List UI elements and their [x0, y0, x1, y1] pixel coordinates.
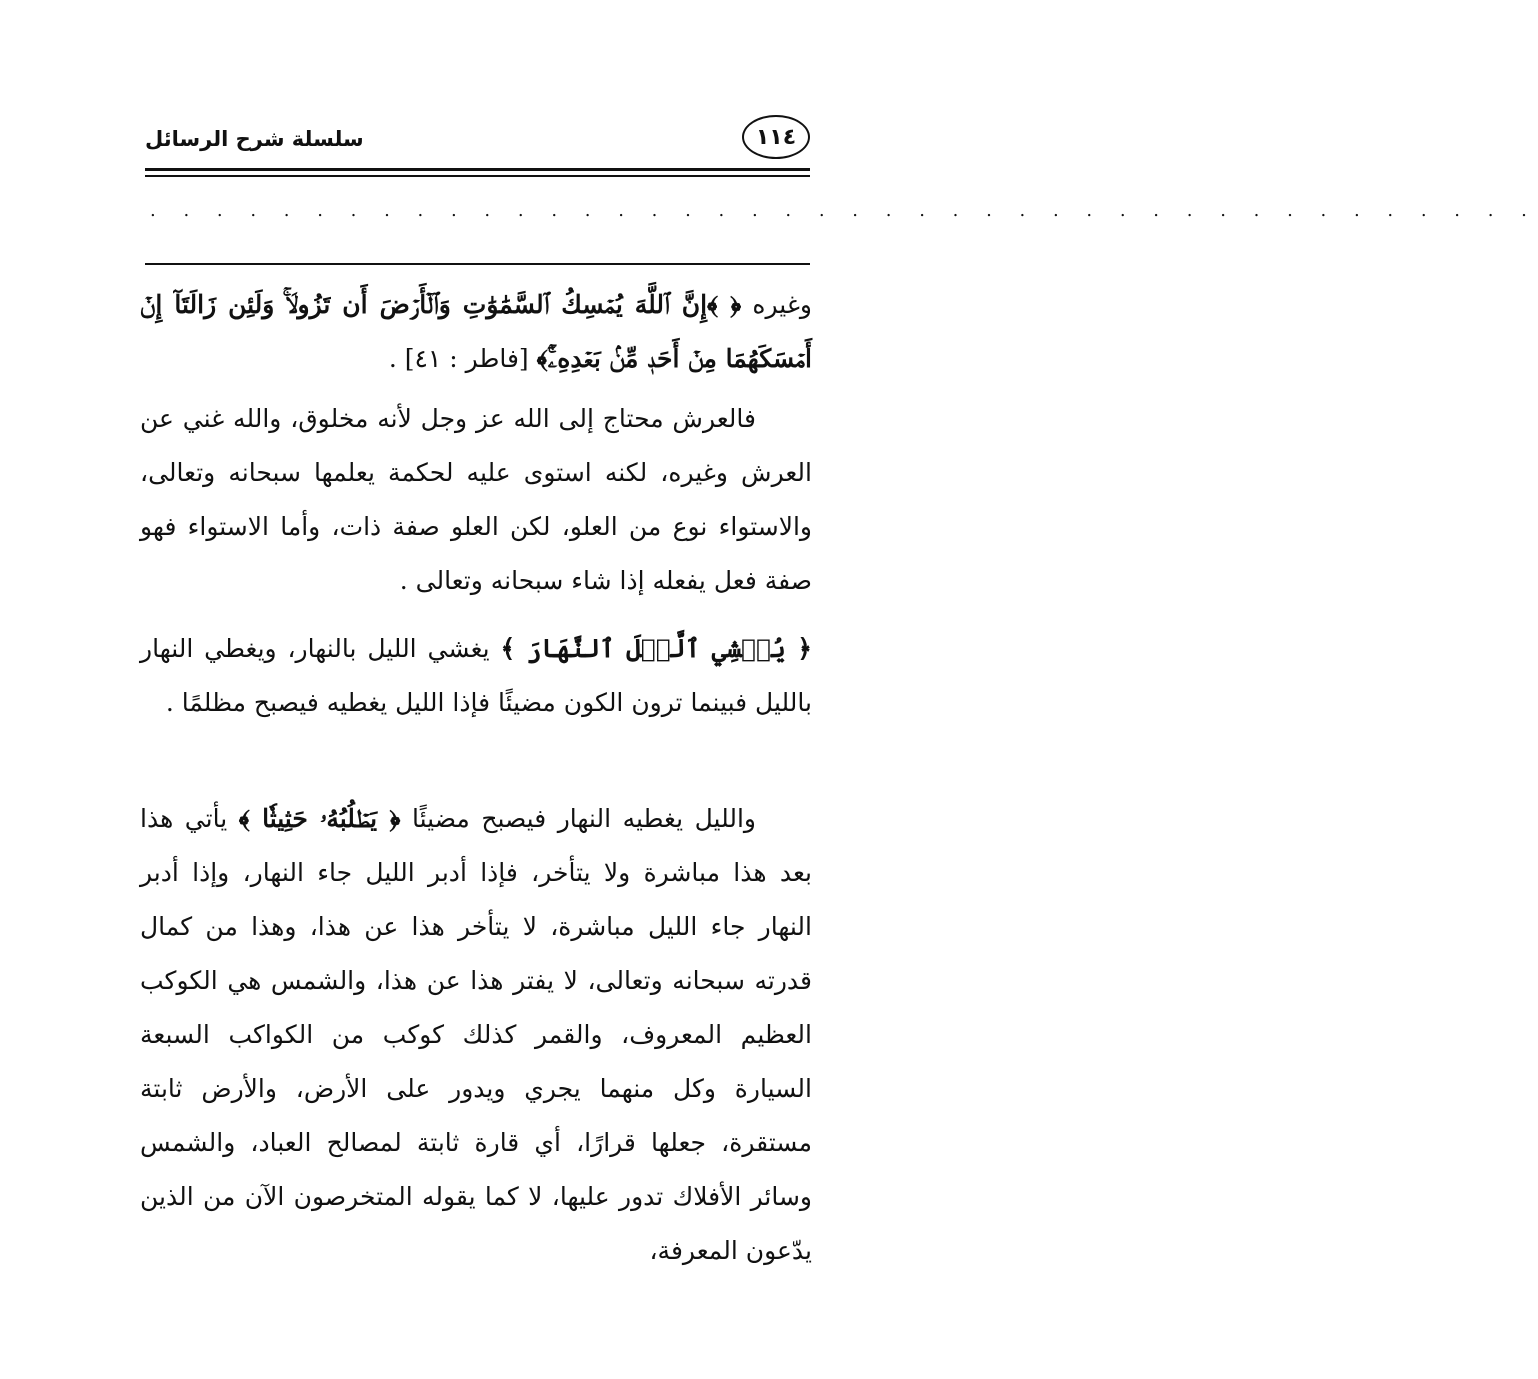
quran-verse-yatlubuhu: ﴿ يَطۡلُبُهُۥ حَثِيثٗا ﴾ [238, 804, 401, 833]
dotted-separator: . . . . . . . . . . . . . . . . . . . . . . . . . . . . . . . . . . . . . . . . . . [150, 200, 1538, 221]
page-number-badge: ١١٤ [742, 115, 810, 159]
paragraph-text: فالعرش محتاج إلى الله عز وجل لأنه مخلوق، والله غني عن العرش وغيره، لكنه استوى عليه لحكمة يعلمها سبحانه وتعالى، والاستواء نوع من العلو، لكن العلو صفة ذات، وأما الاستواء فهو صفة فعل يفعله إذا شاء سبحانه وتعالى . [140, 404, 812, 595]
footnote-continuation [140, 278, 812, 386]
paragraph-lead: والليل يغطيه النهار فيصبح مضيئًا [412, 804, 756, 833]
footnote-lead: وغيره [752, 290, 812, 319]
quran-verse-fatir: ﴿ ﴾إِنَّ ٱللَّهَ يُمۡسِكُ ٱلسَّمَٰوَٰتِ وَٱلۡأَرۡضَ أَن تَزُولَاۚ وَلَئِن زَالَتَآ إِنۡ أَمۡسَكَهُمَا مِنۡ أَحَدٖ مِّنۢ بَعۡدِهِۦٓۚ﴾ [140, 290, 812, 373]
header-rule-thick [145, 168, 810, 171]
paragraph-2 [140, 622, 812, 730]
paragraph-text: يأتي هذا بعد هذا مباشرة ولا يتأخر، فإذا أدبر الليل جاء النهار، وإذا أدبر النهار جاء الليل مباشرة، لا يتأخر هذا عن هذا، وهذا من كمال قدرته سبحانه وتعالى، لا يفتر هذا عن هذا، والشمس هي الكوكب العظيم المعروف، والقمر كذلك كوكب من الكواكب السبعة السيارة وكل منهما يجري ويدور على الأرض، والأرض ثابتة مستقرة، جعلها قرارًا، أي قارة ثابتة لمصالح العباد، والشمس وسائر الأفلاك تدور عليها، لا كما يقوله المتخرصون الآن من الذين يدّعون المعرفة، [140, 804, 812, 1265]
paragraph-1 [140, 392, 812, 608]
running-title: سلسلة شرح الرسائل [145, 127, 364, 151]
header-rule-thin [145, 175, 810, 177]
verse-citation: [فاطر : ٤١] . [388, 344, 529, 373]
quran-verse-yughshi: ﴿ يُغۡشِي ٱلَّيۡلَ ٱلنَّهَارَ ﴾ [500, 634, 812, 663]
paragraph-text: يغشي الليل بالنهار، ويغطي النهار بالليل فبينما ترون الكون مضيئًا فإذا الليل يغطيه فيصبح مظلمًا . [140, 634, 812, 717]
section-rule [145, 263, 810, 265]
paragraph-3 [140, 792, 812, 1278]
page-header [145, 115, 810, 163]
